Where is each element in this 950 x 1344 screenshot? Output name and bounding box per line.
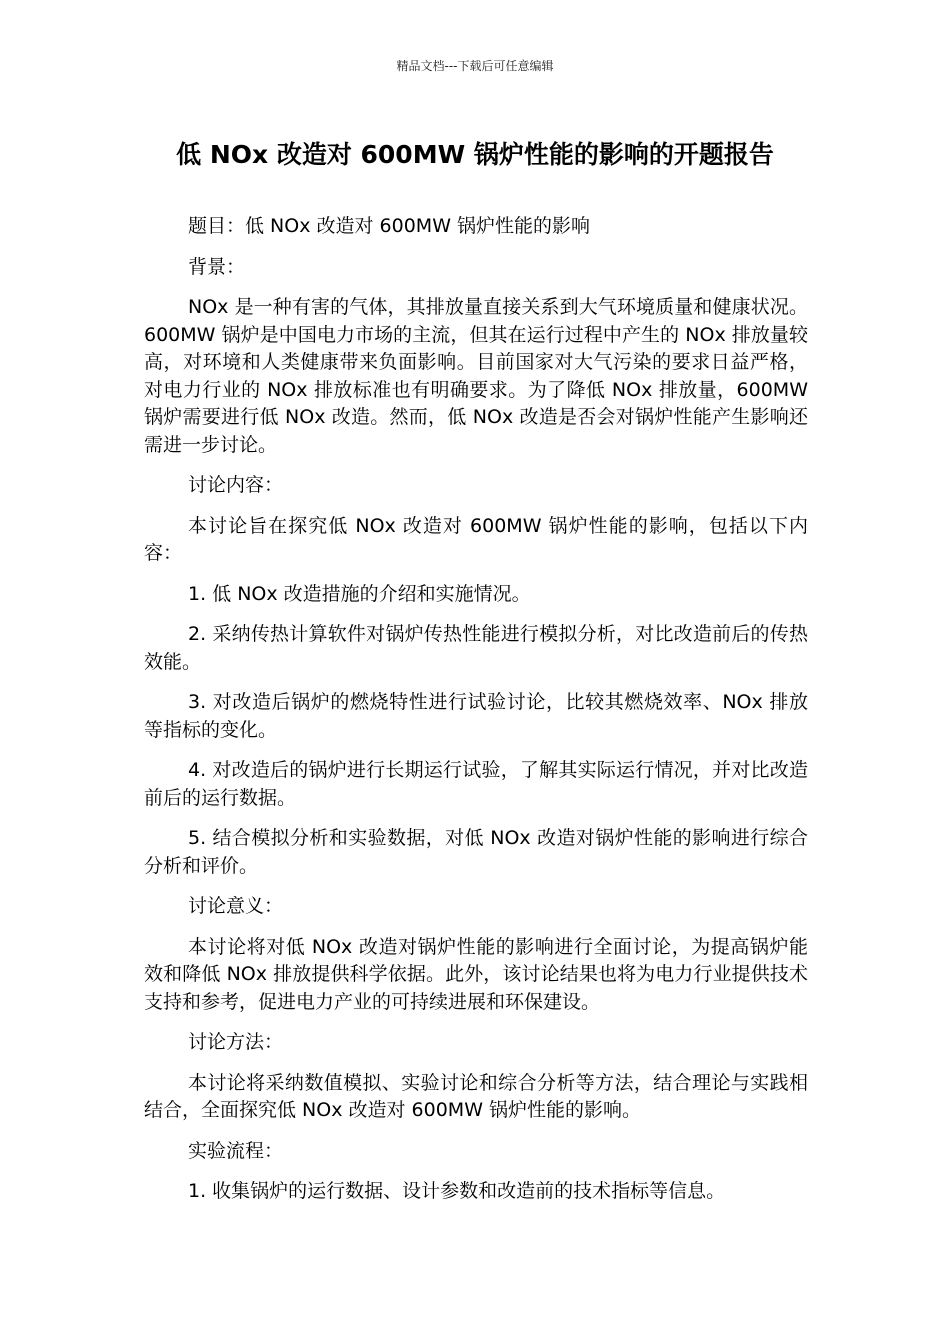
content-item-1: 1. 低 NOx 改造措施的介绍和实施情况。 [188, 582, 531, 605]
section-heading-process: 实验流程： [188, 1139, 284, 1162]
document-body [144, 213, 808, 1219]
significance-paragraph: 本讨论将对低 NOx 改造对锅炉性能的影响进行全面讨论，为提高锅炉能效和降低 NOx 排放提供科学依据。此外，该讨论结果也将为电力行业提供技术支持和参考，促进电力产业的可持续进展和环保建设。 [144, 935, 808, 1013]
content-intro-paragraph: 本讨论旨在探究低 NOx 改造对 600MW 锅炉性能的影响，包括以下内容： [144, 514, 808, 564]
process-item-1: 1. 收集锅炉的运行数据、设计参数和改造前的技术指标等信息。 [188, 1180, 726, 1202]
content-item-5: 5. 结合模拟分析和实验数据，对低 NOx 改造对锅炉性能的影响进行综合分析和评价。 [144, 827, 808, 877]
document-title: 低 NOx 改造对 600MW 锅炉性能的影响的开题报告 [176, 140, 774, 169]
content-item-3: 3. 对改造后锅炉的燃烧特性进行试验讨论，比较其燃烧效率、NOx 排放等指标的变化。 [144, 691, 808, 741]
content-item-4: 4. 对改造后的锅炉进行长期运行试验，了解其实际运行情况，并对比改造前后的运行数据。 [144, 759, 808, 809]
method-paragraph: 本讨论将采纳数值模拟、实验讨论和综合分析等方法，结合理论与实践相结合，全面探究低 NOx 改造对 600MW 锅炉性能的影响。 [144, 1071, 808, 1121]
section-heading-background: 背景： [188, 255, 246, 278]
section-heading-content: 讨论内容： [188, 474, 284, 496]
background-paragraph: NOx 是一种有害的气体，其排放量直接关系到大气环境质量和健康状况。600MW 锅炉是中国电力市场的主流，但其在运行过程中产生的 NOx 排放量较高，对环境和人类健康带来负面影响。目前国家对大气污染的要求日益严格，对电力行业的 NOx 排放标准也有明确要求。为了降低 NOx 排放量，600MW 锅炉需要进行低 NOx 改造。然而，低 NOx 改造是否会对锅炉性能产生影响还需进一步讨论。 [144, 296, 808, 456]
section-heading-method: 讨论方法： [188, 1031, 284, 1053]
section-heading-significance: 讨论意义： [188, 895, 284, 917]
page-header: 精品文档---下载后可任意编辑 [396, 59, 554, 73]
content-item-2: 2. 采纳传热计算软件对锅炉传热性能进行模拟分析，对比改造前后的传热效能。 [144, 623, 808, 673]
topic-line: 题目：低 NOx 改造对 600MW 锅炉性能的影响 [188, 215, 591, 237]
